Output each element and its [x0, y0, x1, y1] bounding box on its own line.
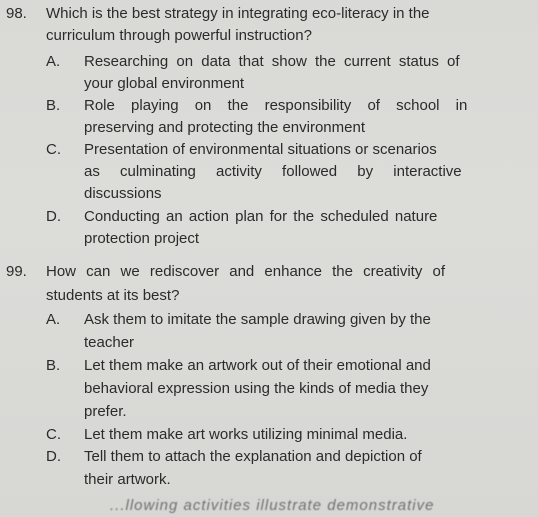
option-letter: B.: [46, 97, 61, 114]
option-line: discussions: [84, 185, 162, 202]
option-letter: C.: [46, 141, 61, 158]
option-letter: D.: [46, 208, 61, 225]
option-line: behavioral expression using the kinds of media they: [84, 380, 429, 397]
question-stem-line: How can we rediscover and enhance the creativity of: [46, 263, 446, 280]
option-text: Researching on data that show the current status of: [84, 53, 460, 70]
option-letter: C.: [46, 426, 61, 443]
option-line: [84, 52, 480, 72]
option-line: Presentation of environmental situations or scenarios: [84, 141, 437, 158]
option-letter: A.: [46, 311, 61, 328]
option-line: their artwork.: [84, 471, 171, 488]
question-number: 99.: [6, 263, 27, 280]
option-line: teacher: [84, 334, 135, 351]
option-line: Role playing on the responsibility of school in: [84, 97, 468, 114]
option-letter: D.: [46, 448, 61, 465]
question-stem-line: students at its best?: [46, 287, 180, 304]
option-line: Let them make art works utilizing minimal media.: [84, 426, 408, 443]
question-stem-line: Which is the best strategy in integrating eco-literacy in the: [46, 5, 430, 22]
option-letter: B.: [46, 357, 61, 374]
option-line: as culminating activity followed by interactive: [84, 163, 462, 180]
question-number: 98.: [6, 5, 27, 22]
option-line: prefer.: [84, 403, 127, 420]
option-letter: A.: [46, 53, 61, 70]
option-line: Conducting an action plan for the scheduled nature: [84, 208, 438, 225]
option-line: preserving and protecting the environment: [84, 119, 366, 136]
option-line: Tell them to attach the explanation and depiction of: [84, 448, 422, 465]
option-line: Ask them to imitate the sample drawing given by the: [84, 311, 431, 328]
option-line: protection project: [84, 230, 200, 247]
question-stem-line: curriculum through powerful instruction?: [46, 27, 312, 44]
option-line: Let them make an artwork out of their emotional and: [84, 357, 431, 374]
partial-next-question-text: ...llowing activities illustrate demonstrative: [110, 497, 435, 514]
option-line: your global environment: [84, 75, 245, 92]
